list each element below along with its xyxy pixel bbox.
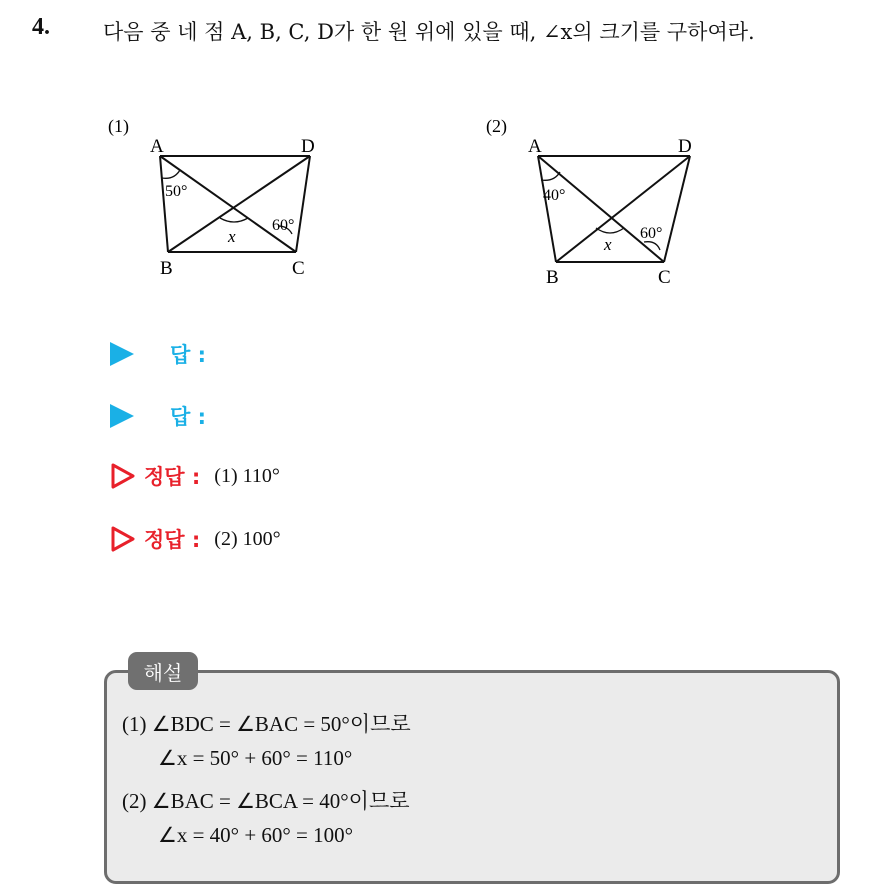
play-triangle-icon — [110, 342, 134, 366]
correct-answer-label: 정답 : — [144, 528, 201, 552]
figure-2 — [480, 110, 720, 290]
explanation-line-4: ∠x = 40° + 60° = 100° — [158, 823, 354, 847]
correct-answer-row-1 — [110, 460, 280, 492]
answer-label: 답 : — [170, 405, 206, 429]
figure-1 — [100, 110, 340, 290]
figure-1-point-B: B — [160, 258, 173, 279]
figure-1-point-C: C — [292, 258, 305, 279]
figure-2-angle-C: 60° — [640, 225, 663, 242]
explanation-line-2: ∠x = 50° + 60° = 110° — [158, 746, 353, 770]
figure-1-angle-A: 50° — [165, 183, 188, 200]
outline-triangle-icon — [110, 463, 136, 489]
question-number: 4. — [32, 14, 50, 40]
figure-2-point-A: A — [528, 136, 542, 157]
figure-2-point-B: B — [546, 267, 559, 288]
figure-2-angle-A: 40° — [543, 187, 566, 204]
figure-1-angle-C: 60° — [272, 217, 295, 234]
correct-answer-value: (2) 100° — [214, 527, 281, 550]
explanation-line-3: (2) ∠BAC = ∠BCA = 40°이므로 — [122, 789, 410, 813]
figure-2-point-C: C — [658, 267, 671, 288]
question-text: 다음 중 네 점 A, B, C, D가 한 원 위에 있을 때, ∠x의 크기를 구하여라. — [103, 20, 755, 44]
figure-2-label: (2) — [486, 116, 507, 136]
explanation-line-1: (1) ∠BDC = ∠BAC = 50°이므로 — [122, 712, 411, 736]
answer-row-1 — [110, 338, 206, 370]
correct-answer-value: (1) 110° — [214, 464, 280, 487]
explanation-box — [104, 670, 840, 884]
outline-triangle-icon — [110, 526, 136, 552]
figure-1-point-A: A — [150, 136, 164, 157]
correct-answer-row-2 — [110, 523, 281, 555]
figure-1-label: (1) — [108, 116, 129, 136]
figure-1-point-D: D — [301, 136, 315, 157]
figure-1-angle-x: x — [228, 227, 236, 246]
figure-2-point-D: D — [678, 136, 692, 157]
play-triangle-icon — [110, 404, 134, 428]
answer-label: 답 : — [170, 343, 206, 367]
correct-answer-label: 정답 : — [144, 465, 201, 489]
explanation-tab: 해설 — [128, 652, 198, 690]
figure-2-angle-x: x — [604, 235, 612, 254]
answer-row-2 — [110, 400, 206, 432]
